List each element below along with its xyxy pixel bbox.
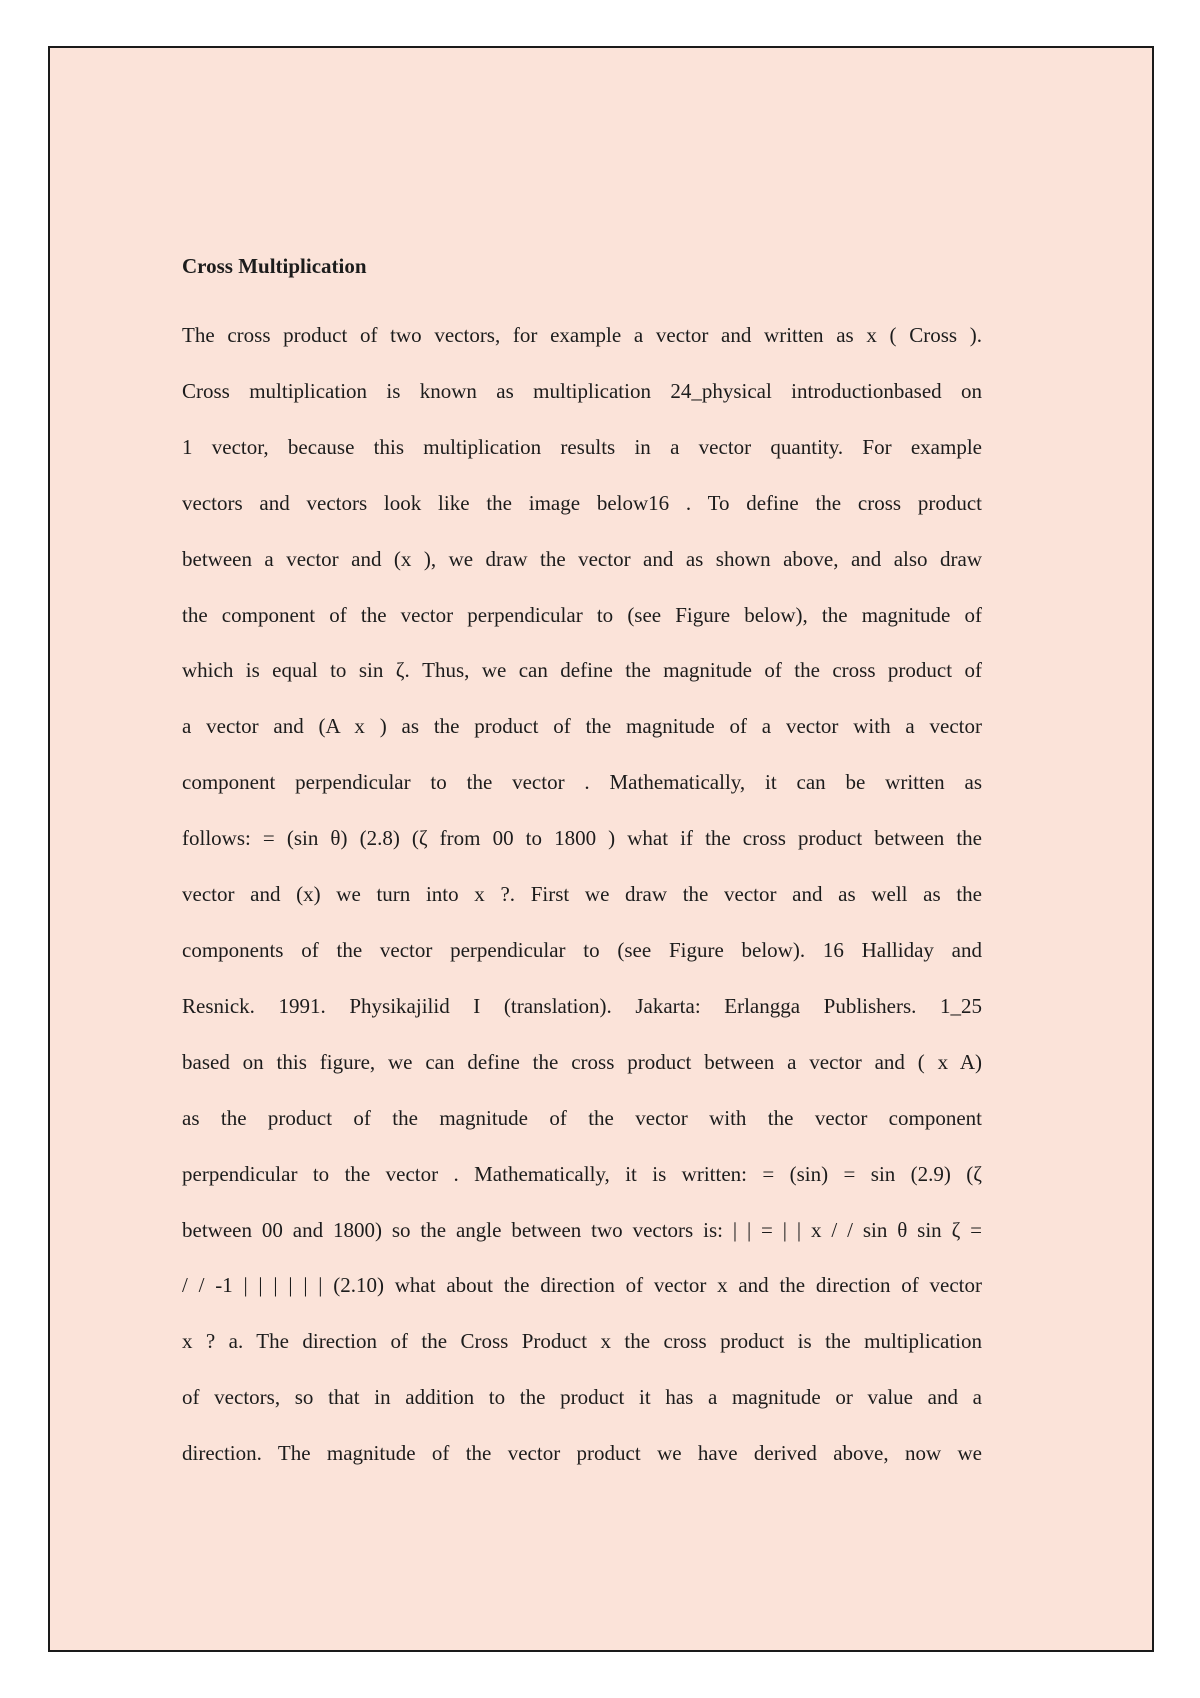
text-line: 1 vector, because this multiplication results in a vector quantity. For example — [182, 434, 982, 459]
paragraph — [182, 308, 982, 1482]
text-line: x ? a. The direction of the Cross Product x the cross product is the multiplication — [182, 1329, 982, 1354]
document-body — [182, 252, 982, 1482]
text-line: Cross multiplication is known as multiplication 24_physical introductionbased on — [182, 378, 982, 403]
text-line: component perpendicular to the vector . Mathematically, it can be written as — [182, 770, 982, 795]
section-heading: Cross Multiplication — [182, 254, 367, 278]
text-line: follows: = (sin θ) (2.8) (ζ from 00 to 1800 ) what if the cross product between the — [182, 826, 982, 851]
text-line: Resnick. 1991. Physikajilid I (translation). Jakarta: Erlangga Publishers. 1_25 — [182, 993, 982, 1018]
text-line: / / -1 | | | | | | (2.10) what about the direction of vector x and the direction of vector — [182, 1273, 982, 1298]
text-line: of vectors, so that in addition to the product it has a magnitude or value and a — [182, 1385, 982, 1410]
text-line: as the product of the magnitude of the vector with the vector component — [182, 1105, 982, 1130]
text-line: components of the vector perpendicular to (see Figure below). 16 Halliday and — [182, 937, 982, 962]
text-line: the component of the vector perpendicular to (see Figure below), the magnitude of — [182, 602, 982, 627]
text-line: a vector and (A x ) as the product of the magnitude of a vector with a vector — [182, 714, 982, 739]
text-line: based on this figure, we can define the cross product between a vector and ( x A) — [182, 1049, 982, 1074]
text-line: direction. The magnitude of the vector product we have derived above, now we — [182, 1441, 982, 1466]
text-line: vector and (x) we turn into x ?. First we draw the vector and as well as the — [182, 882, 982, 907]
text-line: The cross product of two vectors, for example a vector and written as x ( Cross ). — [182, 323, 982, 347]
text-line: vectors and vectors look like the image below16 . To define the cross product — [182, 490, 982, 515]
text-line: between 00 and 1800) so the angle between two vectors is: | | = | | x / / sin θ sin ζ = — [182, 1217, 982, 1242]
text-line: perpendicular to the vector . Mathematically, it is written: = (sin) = sin (2.9) (ζ — [182, 1161, 982, 1186]
text-line: between a vector and (x ), we draw the vector and as shown above, and also draw — [182, 546, 982, 571]
text-line: which is equal to sin ζ. Thus, we can define the magnitude of the cross product of — [182, 658, 982, 683]
